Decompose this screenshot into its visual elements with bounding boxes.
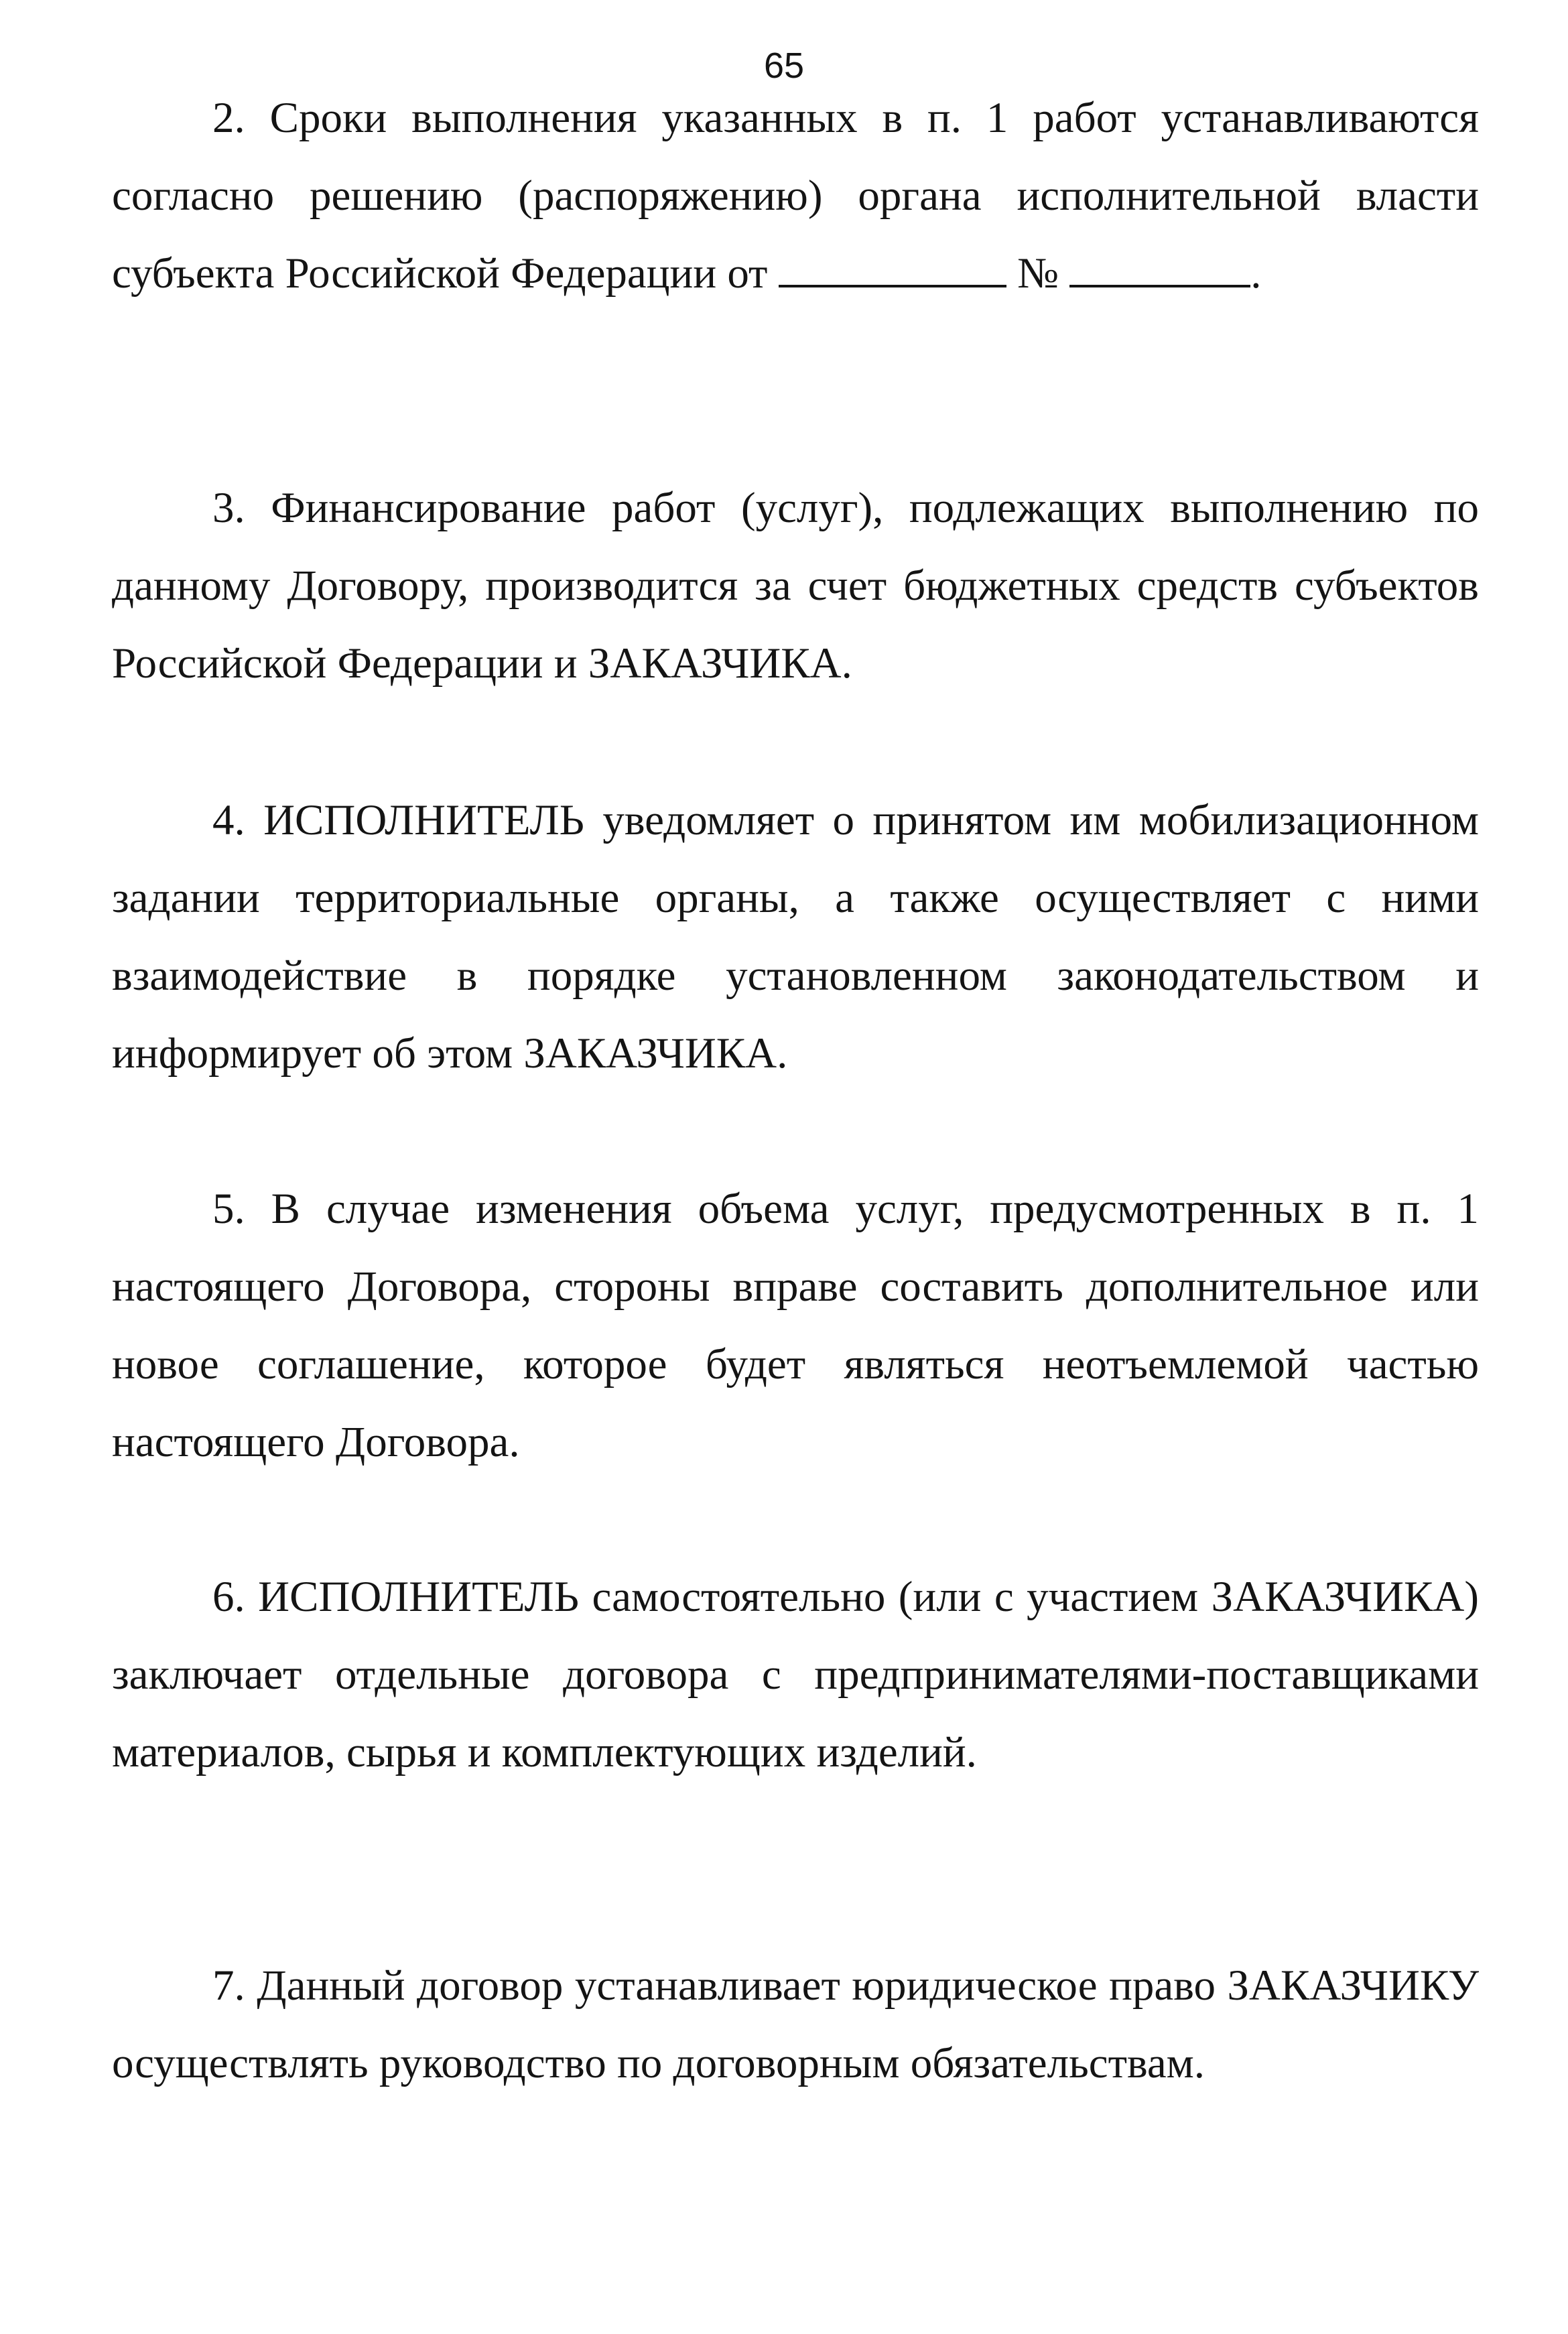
paragraph-2-end: . — [1250, 249, 1262, 298]
paragraph-3: 3. Финансирование работ (услуг), подлежащих выполнению по данному Договору, производится за счет бюджетных средств субъектов Российской Федерации и ЗАКАЗЧИКА. — [112, 484, 1479, 688]
paragraph-2-text: 2. Сроки выполнения указанных в п. 1 работ устанавливаются согласно решению (распоряжению) органа исполнительной власти субъекта Российской Федерации — [112, 94, 1479, 298]
paragraph-6: 6. ИСПОЛНИТЕЛЬ самостоятельно (или с участием ЗАКАЗЧИКА) заключает отдельные договора с предпринимателями-поставщиками материалов, сырья и комплектующих изделий. — [112, 1573, 1479, 1776]
number-sign: № — [1017, 249, 1059, 298]
number-blank-field[interactable] — [1069, 242, 1250, 287]
paragraph-5: 5. В случае изменения объема услуг, предусмотренных в п. 1 настоящего Договора, стороны вправе составить дополнительное или новое соглашение, которое будет являться неотъемлемой частью настоящего Договора. — [112, 1185, 1479, 1466]
paragraph-4: 4. ИСПОЛНИТЕЛЬ уведомляет о принятом им мобилизационном задании территориальные органы, а также осуществляет с ними взаимодействие в порядке установленном законодательством и информирует об этом ЗАКАЗЧИКА. — [112, 796, 1479, 1078]
page-number: 65 — [763, 46, 805, 86]
paragraph-2 — [112, 79, 1479, 312]
date-prefix: от — [727, 249, 768, 298]
paragraph-7: 7. Данный договор устанавливает юридическое право ЗАКАЗЧИКУ осуществлять руководство по договорным обязательствам. — [112, 1961, 1479, 2087]
date-blank-field[interactable] — [779, 242, 1006, 287]
